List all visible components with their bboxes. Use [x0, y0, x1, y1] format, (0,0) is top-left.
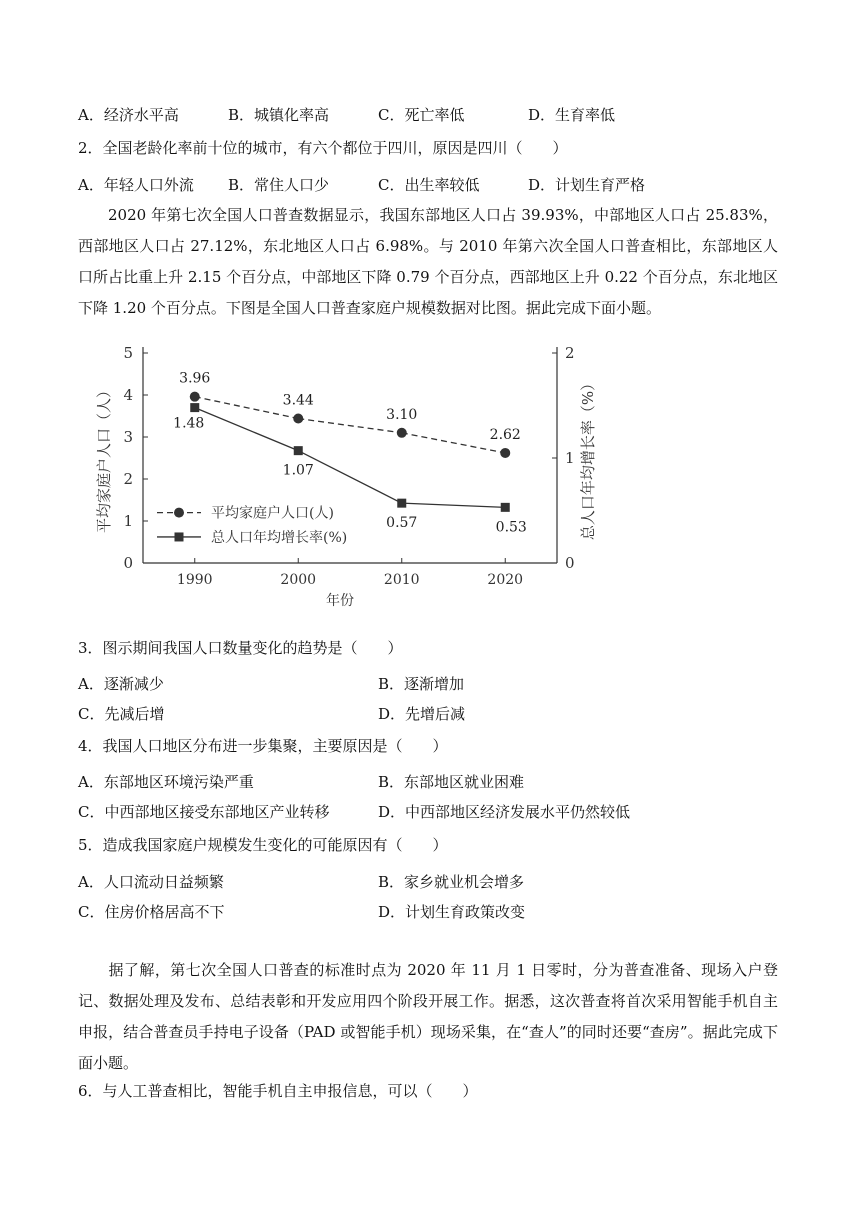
q2-option-a: A．年轻人口外流 — [78, 176, 194, 194]
x-tick-label: 2000 — [280, 572, 317, 588]
series-1-point — [397, 428, 407, 438]
series-2-point — [294, 446, 303, 455]
q3-option-c: C．先减后增 — [78, 705, 165, 723]
passage-population-census — [78, 200, 778, 324]
q5-option-b: B．家乡就业机会增多 — [378, 873, 525, 891]
series-1-point — [500, 448, 510, 458]
x-tick-label: 2010 — [383, 572, 420, 588]
x-tick-label: 2020 — [487, 572, 524, 588]
series-1-data-label: 3.10 — [386, 406, 418, 423]
q4-stem: 4．我国人口地区分布进一步集聚，主要原因是（ ） — [78, 737, 448, 755]
legend-marker-series-2 — [175, 532, 184, 541]
series-2-line-segment — [195, 408, 299, 451]
series-2-data-label: 1.48 — [173, 415, 205, 432]
q1-option-c: C．死亡率低 — [378, 106, 465, 124]
series-2-point — [397, 499, 406, 508]
q2-stem: 2．全国老龄化率前十位的城市，有六个都位于四川，原因是四川（ ） — [78, 139, 568, 157]
q3-option-a: A．逐渐减少 — [78, 675, 164, 693]
right-y-axis-label: 总人口年均增长率（%） — [579, 375, 597, 541]
legend-marker-series-1 — [174, 508, 184, 518]
series-2-point — [501, 503, 510, 512]
right-y-tick-label: 2 — [565, 344, 575, 362]
series-1-data-label: 3.44 — [282, 392, 314, 409]
q3-option-d: D．先增后减 — [378, 705, 466, 723]
q3-stem: 3．图示期间我国人口数量变化的趋势是（ ） — [78, 639, 403, 657]
household-size-chart — [95, 335, 615, 615]
q2-option-c: C．出生率较低 — [378, 176, 480, 194]
series-2-data-label: 0.53 — [495, 519, 527, 536]
q3-option-b: B．逐渐增加 — [378, 675, 465, 693]
passage-1-text: 2020 年第七次全国人口普查数据显示，我国东部地区人口占 39.93%，中部地区人口占 25.83%，西部地区人口占 27.12%，东北地区人口占 6.98%。与 2010 年第六次全国人口普查相比，东部地区人口所占比重上升 2.15 个百分点，中部地区下降 0.79 个百分点，西部地区上升 0.22 个百分点，东北地区下降 1.20 个百分点。下图是全国人口普查家庭户规模数据对比图。据此完成下面小题。 — [78, 206, 778, 317]
left-y-tick-label: 2 — [123, 470, 133, 488]
q1-option-a: A．经济水平高 — [78, 106, 179, 124]
series-1-point — [190, 392, 200, 402]
q2-option-d: D．计划生育严格 — [528, 176, 646, 194]
q2-option-b: B．常住人口少 — [228, 176, 330, 194]
q6-stem: 6．与人工普查相比，智能手机自主申报信息，可以（ ） — [78, 1082, 478, 1100]
series-1-data-label: 2.62 — [489, 426, 521, 443]
series-2-line-segment — [402, 503, 506, 507]
series-2-data-label: 1.07 — [282, 462, 314, 479]
passage-2-text: 据了解，第七次全国人口普查的标准时点为 2020 年 11 月 1 日零时，分为普查准备、现场入户登记、数据处理及发布、总结表彰和开发应用四个阶段开展工作。据悉，这次普查将首次采用智能手机自主申报，结合普查员手持电子设备（PAD 或智能手机）现场采集，在“查人”的同时还要“查房”。据此完成下面小题。 — [78, 961, 778, 1072]
q4-option-c: C．中西部地区接受东部地区产业转移 — [78, 803, 330, 821]
q4-option-d: D．中西部地区经济发展水平仍然较低 — [378, 803, 631, 821]
left-y-axis-label: 平均家庭户人口（人） — [95, 382, 113, 534]
legend-label-series-2: 总人口年均增长率(%) — [211, 529, 348, 546]
series-1-point — [293, 414, 303, 424]
q5-stem: 5．造成我国家庭户规模发生变化的可能原因有（ ） — [78, 836, 448, 854]
left-y-tick-label: 5 — [123, 344, 133, 362]
q5-option-d: D．计划生育政策改变 — [378, 903, 526, 921]
series-2-data-label: 0.57 — [386, 515, 418, 532]
left-y-tick-label: 4 — [123, 386, 133, 404]
x-axis-label: 年份 — [326, 593, 354, 609]
q1-option-d: D．生育率低 — [528, 106, 616, 124]
left-y-tick-label: 3 — [123, 428, 133, 446]
x-tick-label: 1990 — [176, 572, 213, 588]
q1-option-b: B．城镇化率高 — [228, 106, 330, 124]
legend-label-series-1: 平均家庭户人口(人) — [211, 505, 334, 522]
series-1-data-label: 3.96 — [179, 370, 211, 387]
series-2-point — [190, 403, 199, 412]
q5-option-a: A．人口流动日益频繁 — [78, 873, 224, 891]
left-y-tick-label: 0 — [123, 554, 133, 572]
right-y-tick-label: 1 — [565, 449, 575, 467]
right-y-tick-label: 0 — [565, 554, 575, 572]
q5-option-c: C．住房价格居高不下 — [78, 903, 225, 921]
q4-option-a: A．东部地区环境污染严重 — [78, 773, 254, 791]
q4-option-b: B．东部地区就业困难 — [378, 773, 525, 791]
passage-census-method — [78, 955, 778, 1079]
left-y-tick-label: 1 — [123, 512, 133, 530]
